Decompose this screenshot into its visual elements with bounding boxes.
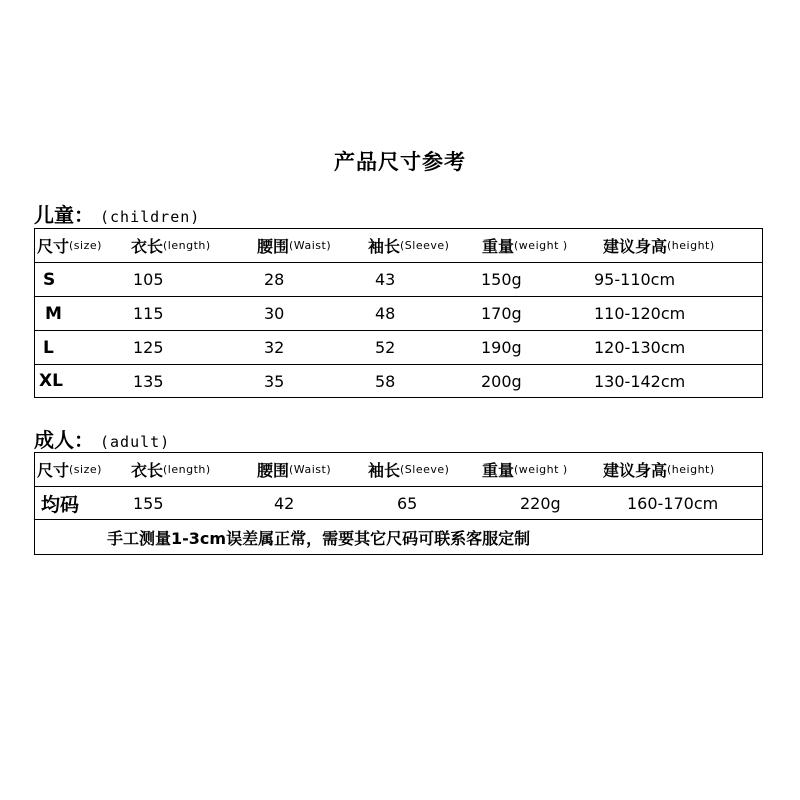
size-cell: XL	[39, 371, 63, 391]
table-header-row	[35, 453, 762, 487]
header-waist: 腰围 (Waist)	[257, 237, 332, 256]
sleeve-cell: 58	[375, 371, 396, 391]
sleeve-cell: 52	[375, 338, 396, 357]
length-cell: 105	[133, 270, 164, 289]
adult-label: 成人：	[34, 428, 94, 452]
size-cell: L	[43, 337, 54, 358]
sleeve-cell: 65	[397, 493, 418, 513]
length-cell: 125	[133, 338, 164, 357]
size-cell: S	[43, 269, 56, 290]
size-cell: 均码	[41, 493, 80, 516]
table-row	[35, 487, 762, 520]
table-header-row	[35, 229, 762, 263]
children-size-table	[34, 228, 763, 398]
adult-size-table	[34, 452, 763, 555]
height-cell: 130-142cm	[594, 371, 686, 391]
height-cell: 120-130cm	[594, 338, 686, 357]
note-row	[35, 520, 762, 554]
header-height: 建议身高 (height)	[603, 237, 715, 256]
length-cell: 155	[133, 493, 164, 513]
waist-cell: 30	[264, 304, 285, 323]
header-sleeve: 袖长 (Sleeve)	[368, 237, 450, 256]
measurement-note: 手工测量1-3cm误差属正常，需要其它尺码可联系客服定制	[107, 528, 531, 548]
length-cell: 135	[133, 371, 164, 391]
height-cell: 95-110cm	[594, 270, 676, 289]
weight-cell: 150g	[481, 270, 522, 289]
height-cell: 160-170cm	[627, 493, 719, 513]
children-label-en: (children)	[100, 208, 201, 226]
children-section-title	[34, 199, 200, 228]
header-height: 建议身高 (height)	[603, 461, 715, 480]
header-size: 尺寸 (size)	[37, 461, 102, 480]
weight-cell: 200g	[481, 371, 522, 391]
header-sleeve: 袖长 (Sleeve)	[368, 461, 450, 480]
header-waist: 腰围 (Waist)	[257, 461, 332, 480]
adult-label-en: (adult)	[100, 433, 171, 451]
children-label: 儿童：	[34, 203, 94, 227]
height-cell: 110-120cm	[594, 304, 686, 323]
size-cell: M	[45, 303, 62, 324]
waist-cell: 32	[264, 338, 285, 357]
table-row	[35, 365, 762, 397]
header-weight: 重量 (weight )	[482, 461, 568, 480]
table-row	[35, 263, 762, 297]
weight-cell: 190g	[481, 338, 522, 357]
waist-cell: 28	[264, 270, 285, 289]
header-weight: 重量 (weight )	[482, 237, 568, 256]
length-cell: 115	[133, 304, 164, 323]
table-row	[35, 331, 762, 365]
weight-cell: 220g	[520, 493, 561, 513]
header-size: 尺寸 (size)	[37, 237, 102, 256]
header-length: 衣长 (length)	[131, 237, 211, 256]
adult-section-title	[34, 424, 170, 453]
sleeve-cell: 43	[375, 270, 396, 289]
weight-cell: 170g	[481, 304, 522, 323]
waist-cell: 35	[264, 371, 285, 391]
sleeve-cell: 48	[375, 304, 396, 323]
header-length: 衣长 (length)	[131, 461, 211, 480]
table-row	[35, 297, 762, 331]
page-title: 产品尺寸参考	[334, 150, 466, 174]
waist-cell: 42	[274, 493, 295, 513]
